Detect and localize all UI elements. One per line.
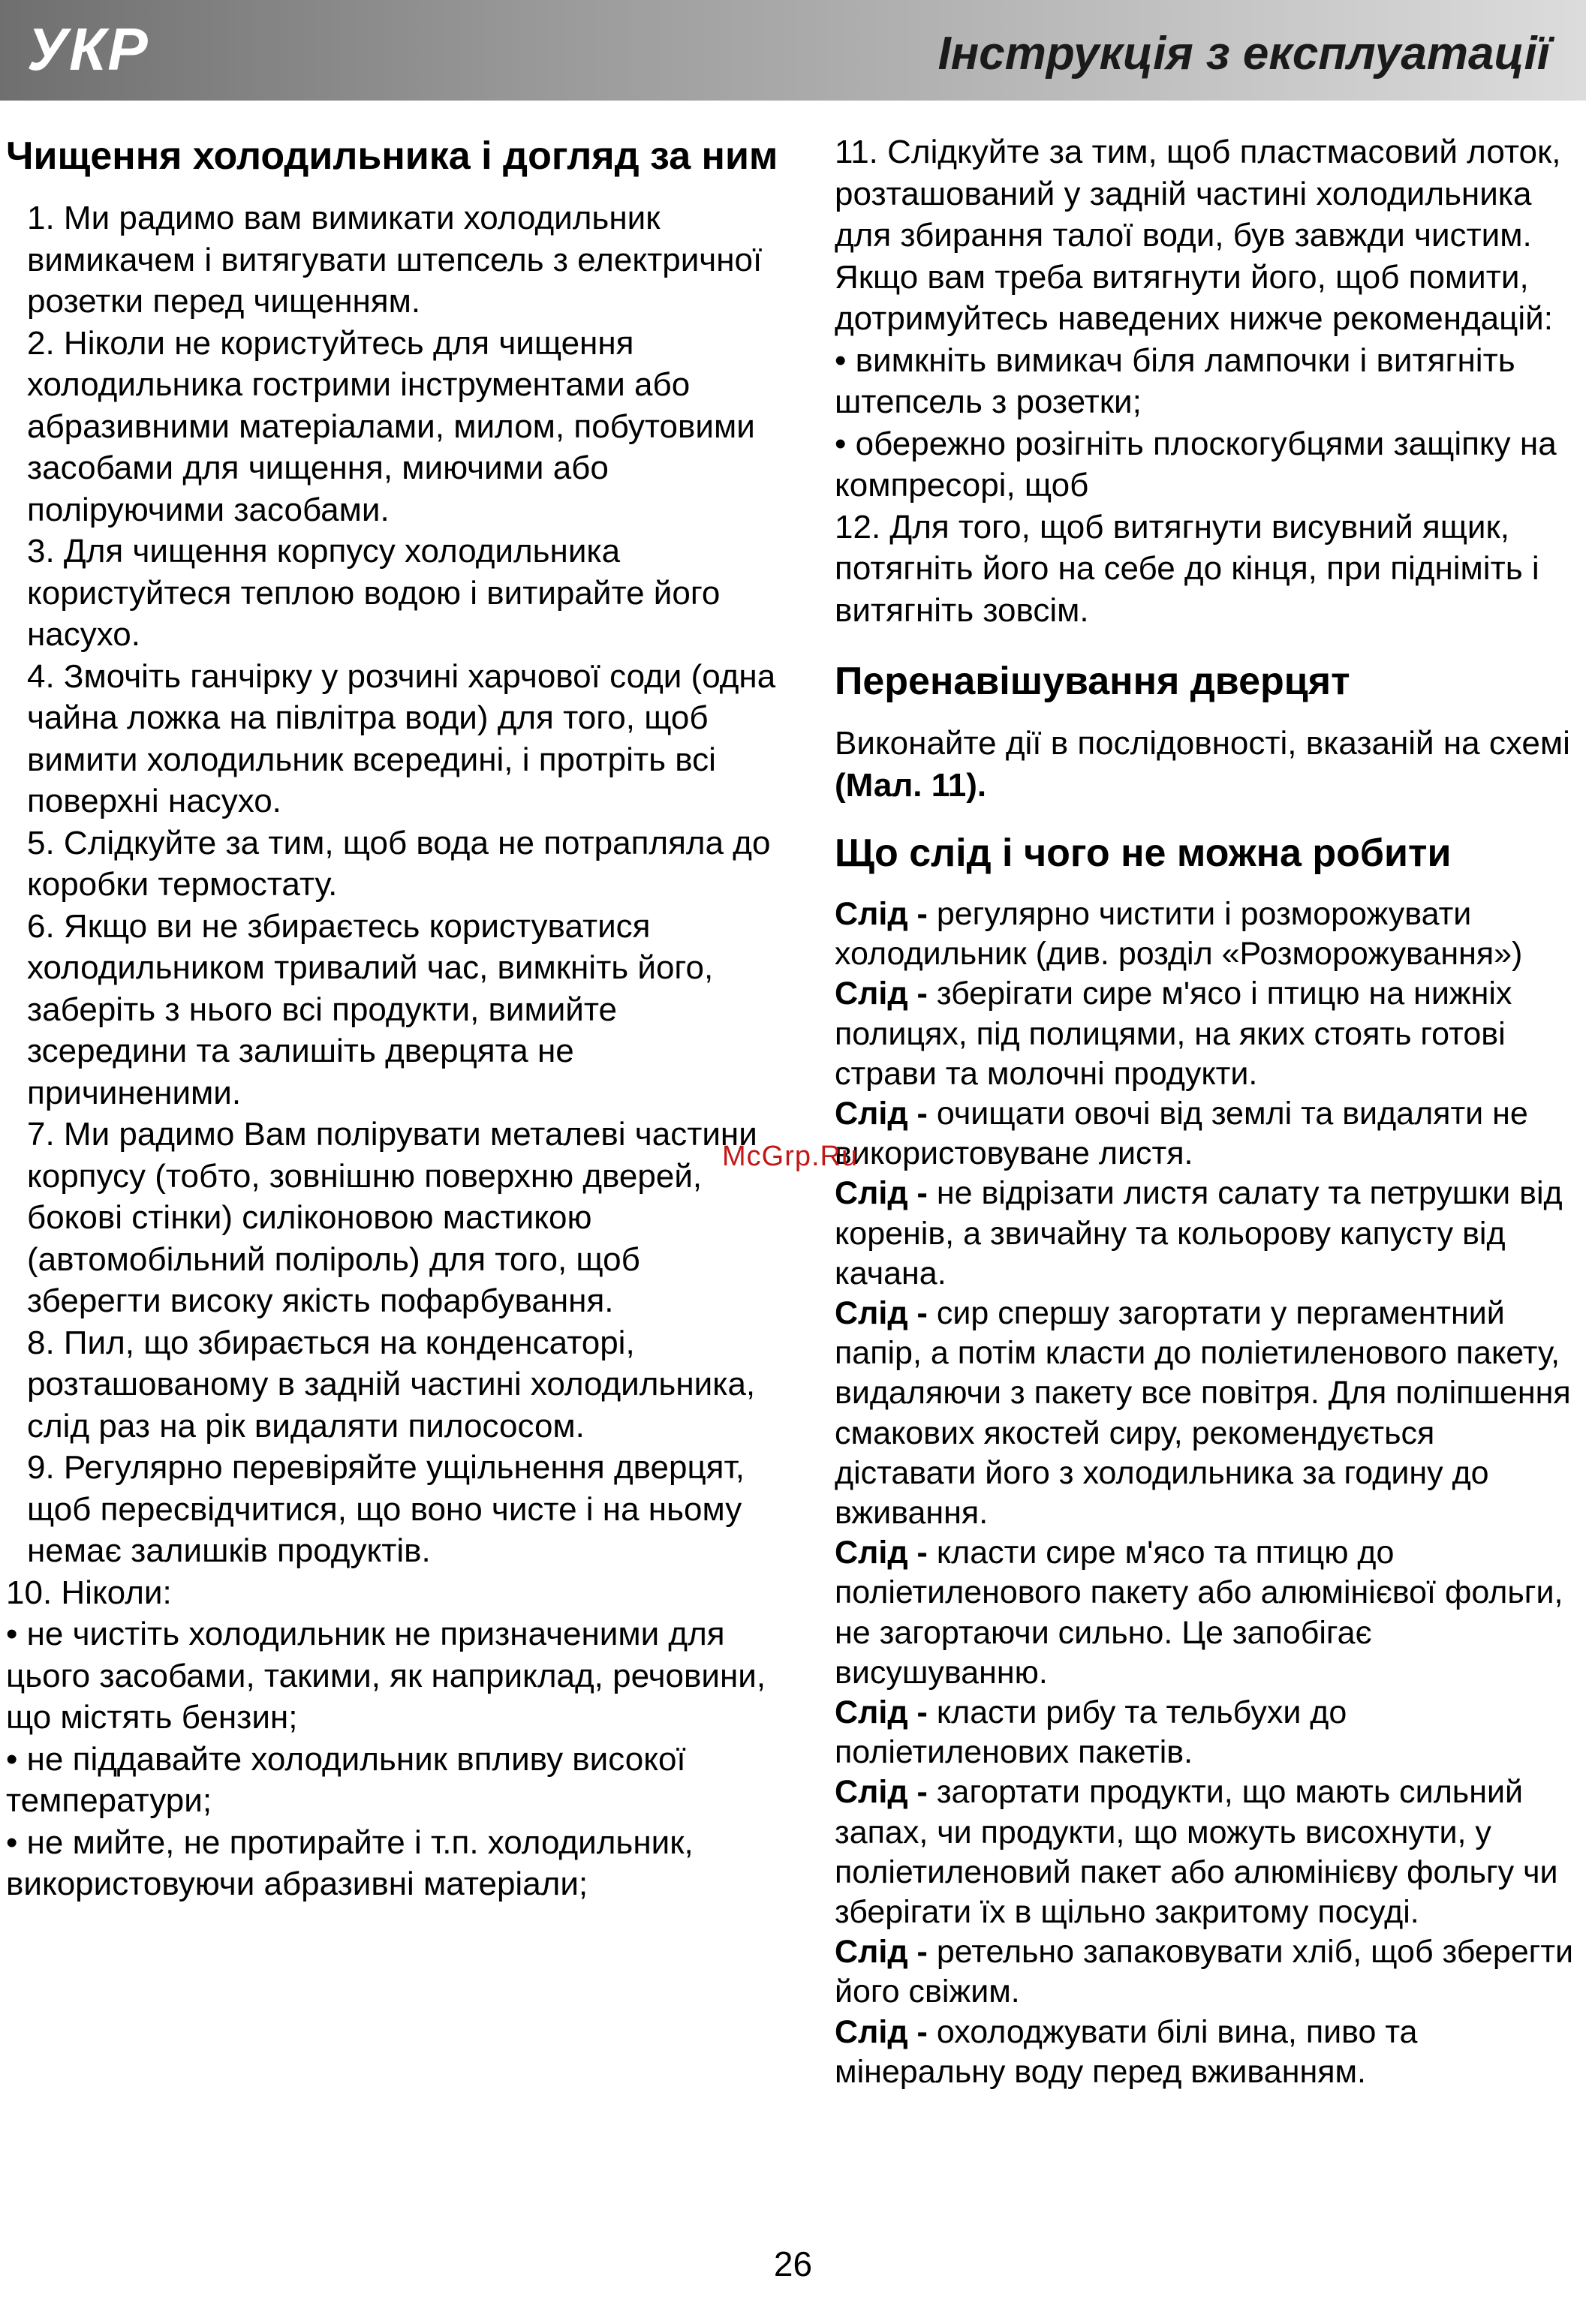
dos-label: Слід - — [835, 896, 928, 932]
dos-text: регулярно чистити і розморожувати холодильник (див. розділ «Розморожування») — [835, 896, 1523, 973]
never-bullet: • не чистіть холодильник не призначеними для цього засобами, такими, як наприклад, речовини, що містять бензин; — [6, 1616, 766, 1736]
dos-label: Слід - — [835, 1535, 928, 1571]
dos-item — [835, 1932, 1581, 2012]
dos-item — [835, 1174, 1581, 1294]
cleaning-item-3: 3. Для чищення корпусу холодильника користуйтеся теплою водою і витирайте його насухо. — [27, 533, 721, 653]
cleaning-item-6: 6. Якщо ви не збираєтесь користуватися холодильником тривалий час, вимкніть його, заберіть з нього всі продукти, вимийте зсередини та залишіть дверцята не причиненими. — [27, 907, 714, 1111]
cleaning-item-5: 5. Слідкуйте за тим, щоб вода не потрапляла до коробки термостату. — [27, 824, 771, 903]
tray-bullet: • обережно розігніть плоскогубцями защіпку на компресорі, щоб — [835, 425, 1557, 504]
dos-item — [835, 1294, 1581, 1533]
dos-label: Слід - — [835, 1694, 928, 1731]
cleaning-item-10: 10. Ніколи: — [6, 1574, 172, 1611]
document-title: Інструкція з експлуатації — [937, 28, 1550, 80]
page-header — [0, 0, 1586, 101]
dos-item — [835, 974, 1581, 1094]
right-column — [835, 131, 1581, 2092]
dos-text: загортати продукти, що мають сильний запах, чи продукти, що можуть висохнути, у поліетиленовий пакет або алюмінієву фольгу чи зберігати їх в щільно закритому посуді. — [835, 1774, 1558, 1931]
cleaning-item-11: 11. Слідкуйте за тим, щоб пластмасовий лоток, розташований у задній частині холодильника для збирання талої води, був завжди чистим. — [835, 134, 1561, 254]
cleaning-item-2: 2. Ніколи не користуйтесь для чищення холодильника гострими інструментами або абразивними матеріалами, милом, побутовими засобами для чищення, миючими або поліруючими засобами. — [27, 324, 755, 528]
cleaning-item-11-note: Якщо вам треба витягнути його, щоб помити, дотримуйтесь наведених нижче рекомендацій: — [835, 258, 1553, 337]
dos-item — [835, 1772, 1581, 1932]
figure-reference: (Мал. 11). — [835, 766, 987, 804]
dos-label: Слід - — [835, 1295, 928, 1332]
never-bullet: • не мийте, не протирайте і т.п. холодильник, використовуючи абразивні матеріали; — [6, 1823, 694, 1902]
cleaning-item-1: 1. Ми радимо вам вимикати холодильник вимикачем і витягувати штепсель з електричної розетки перед чищенням. — [27, 200, 763, 320]
language-code: УКР — [27, 16, 149, 83]
left-column — [6, 131, 779, 1905]
dos-text: зберігати сире м'ясо і птицю на нижніх полицях, під полицями, на яких стоять готові страви та молочні продукти. — [835, 976, 1512, 1092]
dos-text: не відрізати листя салату та петрушки від коренів, а звичайну та кольорову капусту від качана. — [835, 1175, 1563, 1291]
dos-text: класти рибу та тельбухи до поліетиленових пакетів. — [835, 1694, 1347, 1771]
dos-label: Слід - — [835, 976, 928, 1012]
tray-bullet: • вимкніть вимикач біля лампочки і витягніть штепсель з розетки; — [835, 341, 1515, 420]
dos-text: ретельно запаковувати хліб, щоб зберегти його свіжим. — [835, 1934, 1574, 2010]
section-heading-door: Перенавішування дверцят — [835, 660, 1350, 703]
never-bullet: • не піддавайте холодильник впливу високої температури; — [6, 1740, 686, 1819]
dos-text: сир спершу загортати у пергаментний папір, а потім класти до поліетиленового пакету, видаляючи з пакету все повітря. Для поліпшення смакових якостей сиру, рекомендується діставати його з холодильника за годину до вживання. — [835, 1295, 1571, 1532]
cleaning-item-8: 8. Пил, що збирається на конденсаторі, розташованому в задній частині холодильника, слід раз на рік видаляти пилососом. — [27, 1324, 756, 1445]
cleaning-item-12: 12. Для того, щоб витягнути висувний ящик, потягніть його на себе до кінця, при підніміть і витягніть зовсім. — [835, 508, 1539, 629]
cleaning-item-9: 9. Регулярно перевіряйте ущільнення дверцят, щоб пересвідчитися, що воно чисте і на ньому немає залишків продуктів. — [27, 1449, 745, 1569]
dos-text: класти сире м'ясо та птицю до поліетиленового пакету або алюмінієвої фольги, не загортаючи сильно. Це запобігає висушуванню. — [835, 1535, 1563, 1691]
dos-item — [835, 2013, 1581, 2092]
watermark: McGrp.Ru — [722, 1141, 859, 1172]
dos-label: Слід - — [835, 2013, 928, 2050]
dos-list — [835, 894, 1581, 2092]
cleaning-item-7: 7. Ми радимо Вам полірувати металеві частини корпусу (тобто, зовнішню поверхню дверей, бокові стінки) силіконовою мастикою (автомобільний поліроль) для того, щоб зберегти високу якість пофарбування. — [27, 1116, 757, 1319]
dos-label: Слід - — [835, 1934, 928, 1971]
door-text: Виконайте дії в послідовності, вказаній на схемі — [835, 725, 1570, 762]
dos-item — [835, 1533, 1581, 1693]
door-instructions — [835, 723, 1581, 806]
dos-item — [835, 1094, 1581, 1174]
dos-item — [835, 1693, 1581, 1772]
section-heading-dos: Що слід і чого не можна робити — [835, 831, 1452, 875]
dos-label: Слід - — [835, 1175, 928, 1212]
dos-text: очищати овочі від землі та видаляти не використовуване листя. — [835, 1096, 1528, 1172]
dos-text: охолоджувати білі вина, пиво та мінеральну воду перед вживанням. — [835, 2013, 1418, 2090]
dos-item — [835, 894, 1581, 974]
section-heading-cleaning: Чищення холодильника і догляд за ним — [6, 134, 778, 178]
cleaning-item-4: 4. Змочіть ганчірку у розчині харчової соди (одна чайна ложка на пiвлiтра води) для того, щоб вимити холодильник всередині, і протріть всі поверхні насухо. — [27, 657, 776, 819]
page-number: 26 — [773, 2244, 813, 2283]
dos-label: Слід - — [835, 1096, 928, 1132]
dos-label: Слід - — [835, 1774, 928, 1811]
